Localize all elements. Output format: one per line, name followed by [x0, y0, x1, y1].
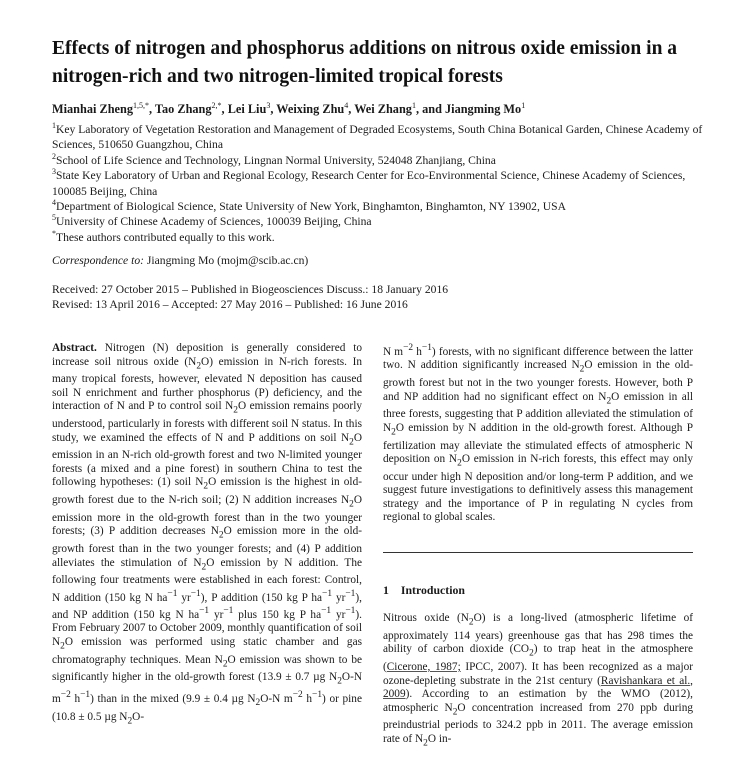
affiliation: *These authors contributed equally to this work.: [52, 228, 275, 244]
introduction-text: Nitrous oxide $(N_2O)$ is a long-lived (atmospheric lifetime of approximately 114 years) greenhouse gas that has 298 times the ability of carbon dioxide $(CO_2)$ to trap heat in the atmosphere (Cicerone, 1987; IPCC, 2007). It has been recognized as a major ozone-depleting substrate in the 21st century (Ravishankara et al., 2009). According to an estimation by the WMO (2012), atmospheric $N_2O$ concentration increased from 270 ppb during preindustrial periods to 324.2 ppb in 2011. The average emission rate of $N_2O$ in-: [383, 612, 693, 748]
revised-date-line: Revised: 13 April 2016 – Accepted: 27 May 2016 – Published: 16 June 2016: [52, 298, 408, 311]
correspondence-label: Correspondence to:: [52, 254, 144, 267]
author-name: Lei Liu: [227, 102, 267, 116]
author-name: Wei Zhang: [354, 102, 412, 116]
author-affiliation-mark: 1,5,*: [132, 101, 149, 110]
section-divider: [383, 552, 693, 553]
author-list: Mianhai Zheng$^{1,5,*}$, Tao Zhang$^{2,*}$, Lei Liu$^3$, Weixing Zhu$^4$, Wei Zhang$^1$, and Jiangming Mo$^1$: [52, 101, 526, 116]
citation-link[interactable]: Ravishankara et al., 2009: [383, 674, 693, 700]
abstract-column-continued: N $m^{-2}$ $h^{-1}$) forests, with no significant difference between the latter two. N addition significantly increased $N_2O$ emission in the old-growth forest but not in the two younger forests. However, both P and NP addition had no significant effect on $N_2O$ emission in all three forests, suggesting that P addition alleviated the stimulation of $N_2O$ emission by N addition in the old-growth forest. Although P fertilization may alleviate the stimulated effects of atmospheric N deposition on $N_2O$ emission in N-rich forests, this effect may only occur under high N deposition and/or long-term P addition, and we suggest future investigations to definitively assess this management strategy and the importance of P in regulating N cycles from regional to global scales.: [383, 343, 693, 524]
paper-title: Effects of nitrogen and phosphorus additions on nitrous oxide emission in a nitrogen-rich and two nitrogen-limited tropical forests: [52, 38, 678, 87]
author-affiliation-mark: 1: [411, 101, 416, 110]
affiliation: $^2$School of Life Science and Technology, Lingnan Normal University, 524048 Zhanjiang, China: [52, 151, 496, 167]
abstract-column: Abstract. Nitrogen (N) deposition is generally considered to increase soil nitrous oxide $(N_2O)$ emission in N-rich forests. In many tropical forests, however, elevated N deposition has caused soil N enrichment and further phosphorus (P) deficiency, and the interaction of N and P to control soil $N_2O$ emission remains poorly understood, particularly in forests with different soil N status. In this study, we examined the effects of N and P additions on soil $N_2O$ emission in an N-rich old-growth forest and two N-limited younger forests (a mixed and a pine forest) in southern China to test the following hypotheses: (1) soil $N_2O$ emission is the highest in old-growth forest due to the N-rich soil; (2) N addition increases $N_2O$ emission more in the old-growth forest than in the two younger forests; (3) P addition decreases $N_2O$ emission more in the old-growth forest than in the two younger forests; and (4) P addition alleviates the stimulation of $N_2O$ emission by N addition. The following four treatments were established in each forest: Control, N addition (150 kg N $ha^{-1}$ $yr^{-1}$), P addition (150 kg P $ha^{-1}$ $yr^{-1}$), and NP addition (150 kg N $ha^{-1}$ $yr^{-1}$ plus 150 kg P $ha^{-1}$ $yr^{-1}$). From February 2007 to October 2009, monthly quantification of soil $N_2O$ emission was performed using static chamber and gas chromatography techniques. Mean $N_2O$ emission was shown to be significantly higher in the old-growth forest (13.9 ± 0.7 µg $N_2O-N$ $m^{-2}$ $h^{-1}$) than in the mixed (9.9 ± 0.4 µg $N_2O-N$ $m^{-2}$ $h^{-1}$) or pine (10.8 ± 0.5 µg $N_2O-$: [52, 342, 362, 726]
author-name: Jiangming Mo: [445, 102, 522, 116]
author-affiliation-mark: 3: [266, 101, 271, 110]
abstract-label: Abstract.: [52, 342, 97, 354]
affiliation: $^3$State Key Laboratory of Urban and Regional Ecology, Research Center for Eco-Environmental Science, Chinese Academy of Sciences, 100085 Beijing, China: [52, 167, 686, 198]
author-name: Mianhai Zheng: [52, 102, 133, 116]
affiliation-list: [52, 122, 712, 245]
received-date-line: Received: 27 October 2015 – Published in Biogeosciences Discuss.: 18 January 2016: [52, 283, 449, 296]
affiliation: $^4$Department of Biological Science, State University of New York, Binghamton, Binghamton, NY 13902, USA: [52, 198, 566, 214]
author-name: Tao Zhang: [154, 102, 212, 116]
section-number: 1: [383, 583, 389, 597]
section-heading-introduction: [383, 583, 465, 598]
correspondence: [52, 253, 308, 268]
affiliation: $^1$Key Laboratory of Vegetation Restoration and Management of Degraded Ecosystems, South China Botanical Garden, Chinese Academy of Sciences, 510650 Guangzhou, China: [52, 121, 703, 152]
author-name: Weixing Zhu: [276, 102, 345, 116]
publication-dates: [52, 282, 448, 312]
author-affiliation-mark: 4: [344, 101, 349, 110]
author-affiliation-mark: 2,*: [211, 101, 222, 110]
author-affiliation-mark: 1: [521, 101, 526, 110]
citation-link[interactable]: Cicerone, 1987;: [386, 661, 461, 673]
affiliation: $^5$University of Chinese Academy of Sciences, 100039 Beijing, China: [52, 213, 372, 229]
section-title: Introduction: [400, 583, 465, 597]
correspondence-contact[interactable]: Jiangming Mo (mojm@scib.ac.cn): [146, 254, 309, 267]
